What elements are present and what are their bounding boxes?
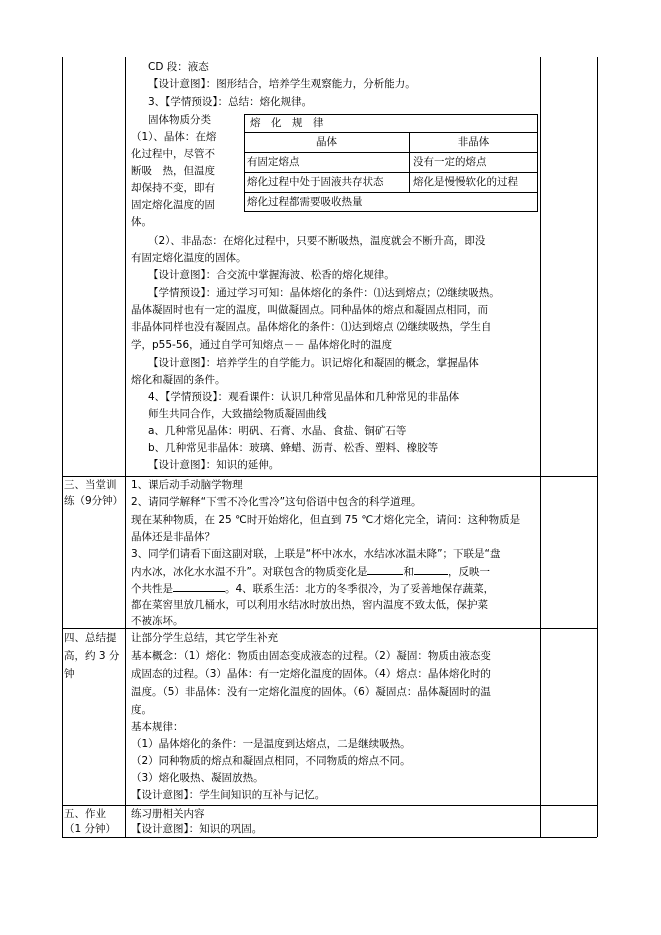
row1-line2-8: 熔化和凝固的条件。 bbox=[131, 374, 226, 386]
row4-line-1: 【设计意图】：知识的巩固。 bbox=[131, 823, 263, 835]
row1-line2-11: a、几种常见晶体：明矾、石膏、水晶、食盐、铜矿石等 bbox=[148, 425, 407, 437]
row3-line-0: 让部分学生总结，其它学生补充 bbox=[131, 632, 278, 644]
row3-label-2: 钟 bbox=[64, 668, 75, 680]
table-border-bottom bbox=[62, 837, 597, 838]
table-border-left bbox=[62, 57, 63, 837]
crystal-text-4: 固定熔化温度的固 bbox=[131, 199, 215, 211]
row1-line2-9: 4、【学情预设】：观看课件：认识几种常见晶体和几种常见的非晶体 bbox=[148, 391, 460, 403]
row2-label-1: 练（9分钟） bbox=[64, 495, 124, 507]
row3-line-9: 【设计意图】：学生间知识的互补与记忆。 bbox=[131, 789, 326, 801]
row4-label-0: 五、作业 bbox=[64, 808, 106, 820]
crystal-text-1: 化过程中，尽管不 bbox=[131, 148, 215, 160]
row3-line-6: （1）晶体熔化的条件：一是温度到达熔点，二是继续吸热。 bbox=[131, 738, 411, 750]
row1-line-cd: CD 段：液态 bbox=[148, 61, 209, 73]
blank-1 bbox=[367, 564, 403, 575]
row3-line-4: 度。 bbox=[131, 704, 152, 716]
melting-table-r1c1: 有固定熔点 bbox=[247, 156, 300, 168]
row-divider-3 bbox=[62, 805, 597, 806]
table-border-label-col bbox=[125, 57, 126, 837]
row3-line-3: 温度。（5）非晶体：没有一定熔化温度的固体。（6）凝固点：晶体凝固时的温 bbox=[131, 686, 491, 698]
row2-line-0: 1、课后动手动脑学物理 bbox=[131, 479, 243, 491]
row4-line-0: 练习册相关内容 bbox=[131, 808, 205, 820]
row1-line-summary: 3、【学情预设】：总结：熔化规律。 bbox=[148, 96, 313, 108]
crystal-text-0: （1）、晶体：在熔 bbox=[131, 131, 217, 143]
row3-line-7: （2）同种物质的熔点和凝固点相同，不同物质的熔点不同。 bbox=[131, 755, 411, 767]
melting-table-title: 熔 化 规 律 bbox=[250, 117, 324, 129]
row1-line2-5: 非晶体同样也没有凝固点。晶体熔化的条件：⑴达到熔点 ⑵继续吸热，学生自 bbox=[131, 321, 492, 333]
row1-line2-10: 师生共同合作，大致描绘物质凝固曲线 bbox=[148, 408, 327, 420]
row3-line-1: 基本概念：（1）熔化：物质由固态变成液态的过程。（2）凝固：物质由液态变 bbox=[131, 650, 491, 662]
crystal-text-3: 却保持不变，即有 bbox=[131, 182, 215, 194]
row1-line2-2: 【设计意图】：合交流中掌握海波、松香的熔化规律。 bbox=[148, 269, 395, 281]
row2-line-8: 不被冻坏。 bbox=[131, 615, 184, 627]
row3-line-5: 基本规律： bbox=[131, 721, 184, 733]
crystal-text-2: 断吸 热，但温度 bbox=[131, 165, 215, 177]
row1-line2-7: 【设计意图】：培养学生的自学能力。识记熔化和凝固的概念，掌握晶体 bbox=[148, 357, 479, 369]
row1-line-design1: 【设计意图】：图形结合，培养学生观察能力，分析能力。 bbox=[148, 78, 416, 90]
row2-line-5 bbox=[131, 564, 490, 579]
melting-table-r2c2: 熔化是慢慢软化的过程 bbox=[413, 176, 518, 188]
row3-label-0: 四、总结提 bbox=[64, 632, 117, 644]
row1-line2-1: 有固定熔化温度的固体。 bbox=[131, 252, 247, 264]
row2-line-5a: 内水冰，冰化水水温不升”。对联包含的物质变化是 bbox=[131, 566, 368, 578]
row1-line2-13: 【设计意图】：知识的延伸。 bbox=[148, 459, 280, 471]
blank-3 bbox=[173, 581, 225, 592]
row1-line2-0: （2）、非晶态：在熔化过程中，只要不断吸热，温度就会不断升高，即没 bbox=[148, 235, 486, 247]
row1-line2-3: 【学情预设】：通过学习可知：晶体熔化的条件：⑴达到熔点；⑵继续吸热。 bbox=[148, 287, 500, 299]
row4-label-1: （1 分钟） bbox=[64, 823, 117, 835]
row3-line-2: 成固态的过程。（3）晶体：有一定熔化温度的固体。（4）熔点：晶体熔化时的 bbox=[131, 668, 491, 680]
row2-line-6a: 个共性是 bbox=[131, 583, 173, 595]
row-divider-1 bbox=[62, 476, 597, 477]
row2-line-6 bbox=[131, 581, 494, 596]
melting-table-col-crystal: 晶体 bbox=[316, 136, 337, 148]
row2-line-5b: 和 bbox=[403, 566, 414, 578]
row2-line-5c: ，反映一 bbox=[447, 566, 490, 578]
melting-table-r3: 熔化过程都需要吸收热量 bbox=[247, 196, 363, 208]
crystal-text-5: 体。 bbox=[131, 216, 152, 228]
row2-line-7: 都在菜窖里放几桶水，可以利用水结冰时放出热，窖内温度不致太低，保护菜 bbox=[131, 599, 488, 611]
table-border-content-col bbox=[540, 57, 541, 837]
row2-line-1: 2、请同学解释“下雪不冷化雪冷”这句俗语中包含的科学道理。 bbox=[131, 496, 422, 508]
row2-line-4: 3、同学们请看下面这副对联，上联是“杯中冰水，水结冰冰温未降”；下联是“盘 bbox=[131, 548, 501, 560]
row-divider-2 bbox=[62, 628, 597, 629]
melting-law-table bbox=[244, 114, 538, 212]
row3-line-8: （3）熔化吸热、凝固放热。 bbox=[131, 772, 264, 784]
row3-label-1: 高，约 3 分 bbox=[64, 650, 120, 662]
melting-table-r1c2: 没有一定的熔点 bbox=[413, 156, 487, 168]
row1-intro: 固体物质分类 bbox=[148, 114, 211, 126]
row1-line2-12: b、几种常见非晶体：玻璃、蜂蜡、沥青、松香、塑料、橡胶等 bbox=[148, 442, 439, 454]
melting-table-col-amorphous: 非晶体 bbox=[457, 136, 490, 148]
row2-line-3: 晶体还是非晶体？ bbox=[131, 531, 215, 543]
row2-line-2: 现在某种物质，在 25 ℃时开始熔化，但直到 75 ℃才熔化完全，请问：这种物质是 bbox=[131, 514, 521, 526]
row2-line-6b: 。4、联系生活：北方的冬季很冷，为了妥善地保存蔬菜， bbox=[225, 583, 495, 595]
table-border-right bbox=[597, 57, 598, 837]
row1-line2-6: 学，p55-56，通过自学可知熔点－－ 晶体熔化时的温度 bbox=[131, 339, 393, 351]
row1-line2-4: 晶体凝固时也有一定的温度，叫做凝固点。同种晶体的熔点和凝固点相同，而 bbox=[131, 304, 488, 316]
blank-2 bbox=[414, 564, 448, 575]
row2-label-0: 三、当堂训 bbox=[64, 479, 117, 491]
melting-table-r2c1: 熔化过程中处于固液共存状态 bbox=[247, 176, 384, 188]
